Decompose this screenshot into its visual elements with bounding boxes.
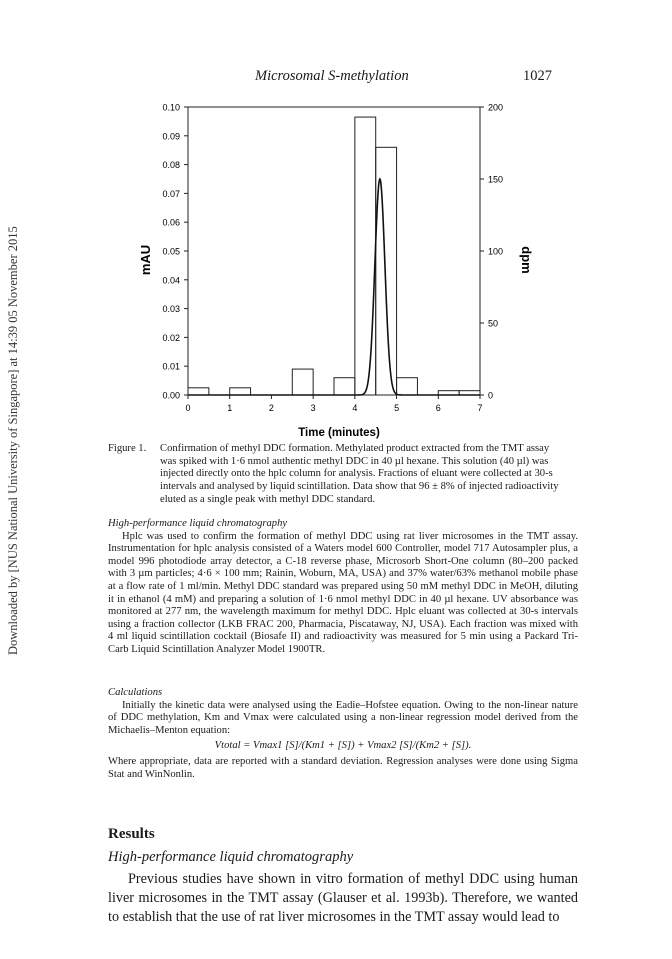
hplc-section: [108, 518, 578, 657]
calculations-paragraph: Initially the kinetic data were analysed using the Eadie–Hofstee equation. Owing to the non-linear nature of DDC methylation, Km and Vmax were calculated using a non-linear regression model derived from the Michaelis–Menton equation:: [108, 699, 578, 736]
x-tick-label: 5: [394, 403, 400, 413]
y-tick-label-left: 0.10: [162, 102, 180, 113]
caption-line: injected directly onto the hplc column for analysis. Fractions of eluant were collected at 30-s: [160, 468, 553, 480]
hplc-heading: High-performance liquid chromatography: [108, 518, 288, 529]
running-title: Microsomal S-methylation: [255, 68, 409, 84]
caption-label: Figure 1.: [108, 443, 147, 454]
caption-line: intervals and analysed by liquid scintillation. Data show that 96 ± 8% of injected radioactivity: [160, 481, 559, 493]
caption-line: was spiked with 1·6 nmol authentic methyl DDC in 40 µl hexane. This solution (40 µl) was: [160, 455, 549, 467]
y-tick-label-left: 0.07: [162, 188, 180, 199]
x-tick-label: 0: [185, 403, 191, 413]
download-watermark: Downloaded by [NUS National University of Singapore] at 14:39 05 November 2015: [6, 226, 20, 655]
uv-trace-line: [188, 179, 480, 395]
results-section: [108, 870, 578, 927]
caption-line: eluted as a single peak with methyl DDC standard.: [160, 493, 376, 505]
x-tick-label: 6: [435, 403, 441, 413]
plot-frame: [188, 107, 480, 395]
figure-caption: [108, 443, 578, 507]
x-tick-label: 7: [477, 403, 483, 413]
x-tick-label: 1: [227, 403, 233, 413]
y-axis-label-left: mAU: [138, 244, 153, 276]
y-tick-label-left: 0.02: [162, 332, 180, 343]
y-tick-label-left: 0.04: [162, 275, 180, 286]
y-tick-label-left: 0.00: [162, 390, 180, 401]
x-axis-label: Time (minutes): [298, 427, 380, 439]
y-tick-label-left: 0.08: [162, 160, 180, 171]
dpm-bar: [292, 369, 313, 395]
hplc-paragraph: Hplc was used to confirm the formation of methyl DDC using rat liver microsomes in the TMT assay. Instrumentation for hplc analysis consisted of a Waters model 600 Controller, model 717 Autosampler plus, a model 996 photodiode array detector, a C-18 reverse phase, Microsorb Short-One column (80–200 packed with 3 µm particles; 4·6 × 100 mm; Rainin, Woburn, MA, USA) and 37% water/63% methanol mobile phase at a flow rate of 1 ml/min. Methyl DDC standard was prepared using 50 mM methyl DDC in MeOH, diluting it in ethanol (4 mM) and preparing a solution of 1·6 nmol methyl DDC in 40 µl hexane. UV absorbance was monitored at 277 nm, the wavelength maximum for methyl DDC. Hplc eluant was collected at 30-s intervals using a fraction collector (LKB FRAC 200, Pharmacia, Piscataway, NJ, USA). Each fraction was mixed with 4 ml liquid scintillation cocktail (Biosafe II) and radioactivity was measured for 5 min using a Packard Tri-Carb Liquid Scintillation Analyzer Model 1900TR.: [108, 530, 578, 655]
results-paragraph: Previous studies have shown in vitro formation of methyl DDC using human liver microsomes in the TMT assay (Glauser et al. 1993b). Therefore, we wanted to establish that the use of rat liver microsomes in the TMT assay would lead to: [108, 871, 578, 925]
x-tick-label: 2: [268, 403, 274, 413]
kinetic-equation: Vtotal = Vmax1 [S]/(Km1 + [S]) + Vmax2 [S]/(Km2 + [S]).: [214, 740, 472, 752]
dpm-bar: [230, 388, 251, 395]
y-tick-label-right: 150: [488, 174, 504, 185]
chromatogram-chart: [130, 95, 550, 440]
caption-line: Confirmation of methyl DDC formation. Methylated product extracted from the TMT assay: [160, 443, 550, 454]
y-tick-label-left: 0.06: [162, 217, 180, 228]
dpm-bar: [355, 117, 376, 395]
results-heading: Results: [108, 826, 155, 842]
page-number: 1027: [523, 68, 552, 84]
results-subheading: High-performance liquid chromatography: [108, 849, 354, 865]
dpm-bar: [334, 378, 355, 395]
y-tick-label-right: 100: [488, 246, 504, 257]
x-tick-label: 4: [352, 403, 358, 413]
x-tick-label: 3: [310, 403, 316, 413]
y-tick-label-right: 0: [488, 390, 494, 401]
dpm-bar: [397, 378, 418, 395]
y-tick-label-left: 0.03: [162, 304, 180, 315]
y-tick-label-left: 0.09: [162, 131, 180, 142]
calculations-heading: Calculations: [108, 687, 163, 698]
y-tick-label-left: 0.05: [162, 246, 180, 257]
y-tick-label-right: 200: [488, 102, 504, 113]
calculations-note: Where appropriate, data are reported with a standard deviation. Regression analyses were done using Sigma Stat and WinNonlin.: [108, 755, 578, 780]
calculations-section: [108, 687, 578, 781]
y-axis-label-right: dpm: [519, 246, 534, 274]
dpm-bar: [188, 388, 209, 395]
y-tick-label-right: 50: [488, 318, 499, 329]
y-tick-label-left: 0.01: [162, 361, 180, 372]
